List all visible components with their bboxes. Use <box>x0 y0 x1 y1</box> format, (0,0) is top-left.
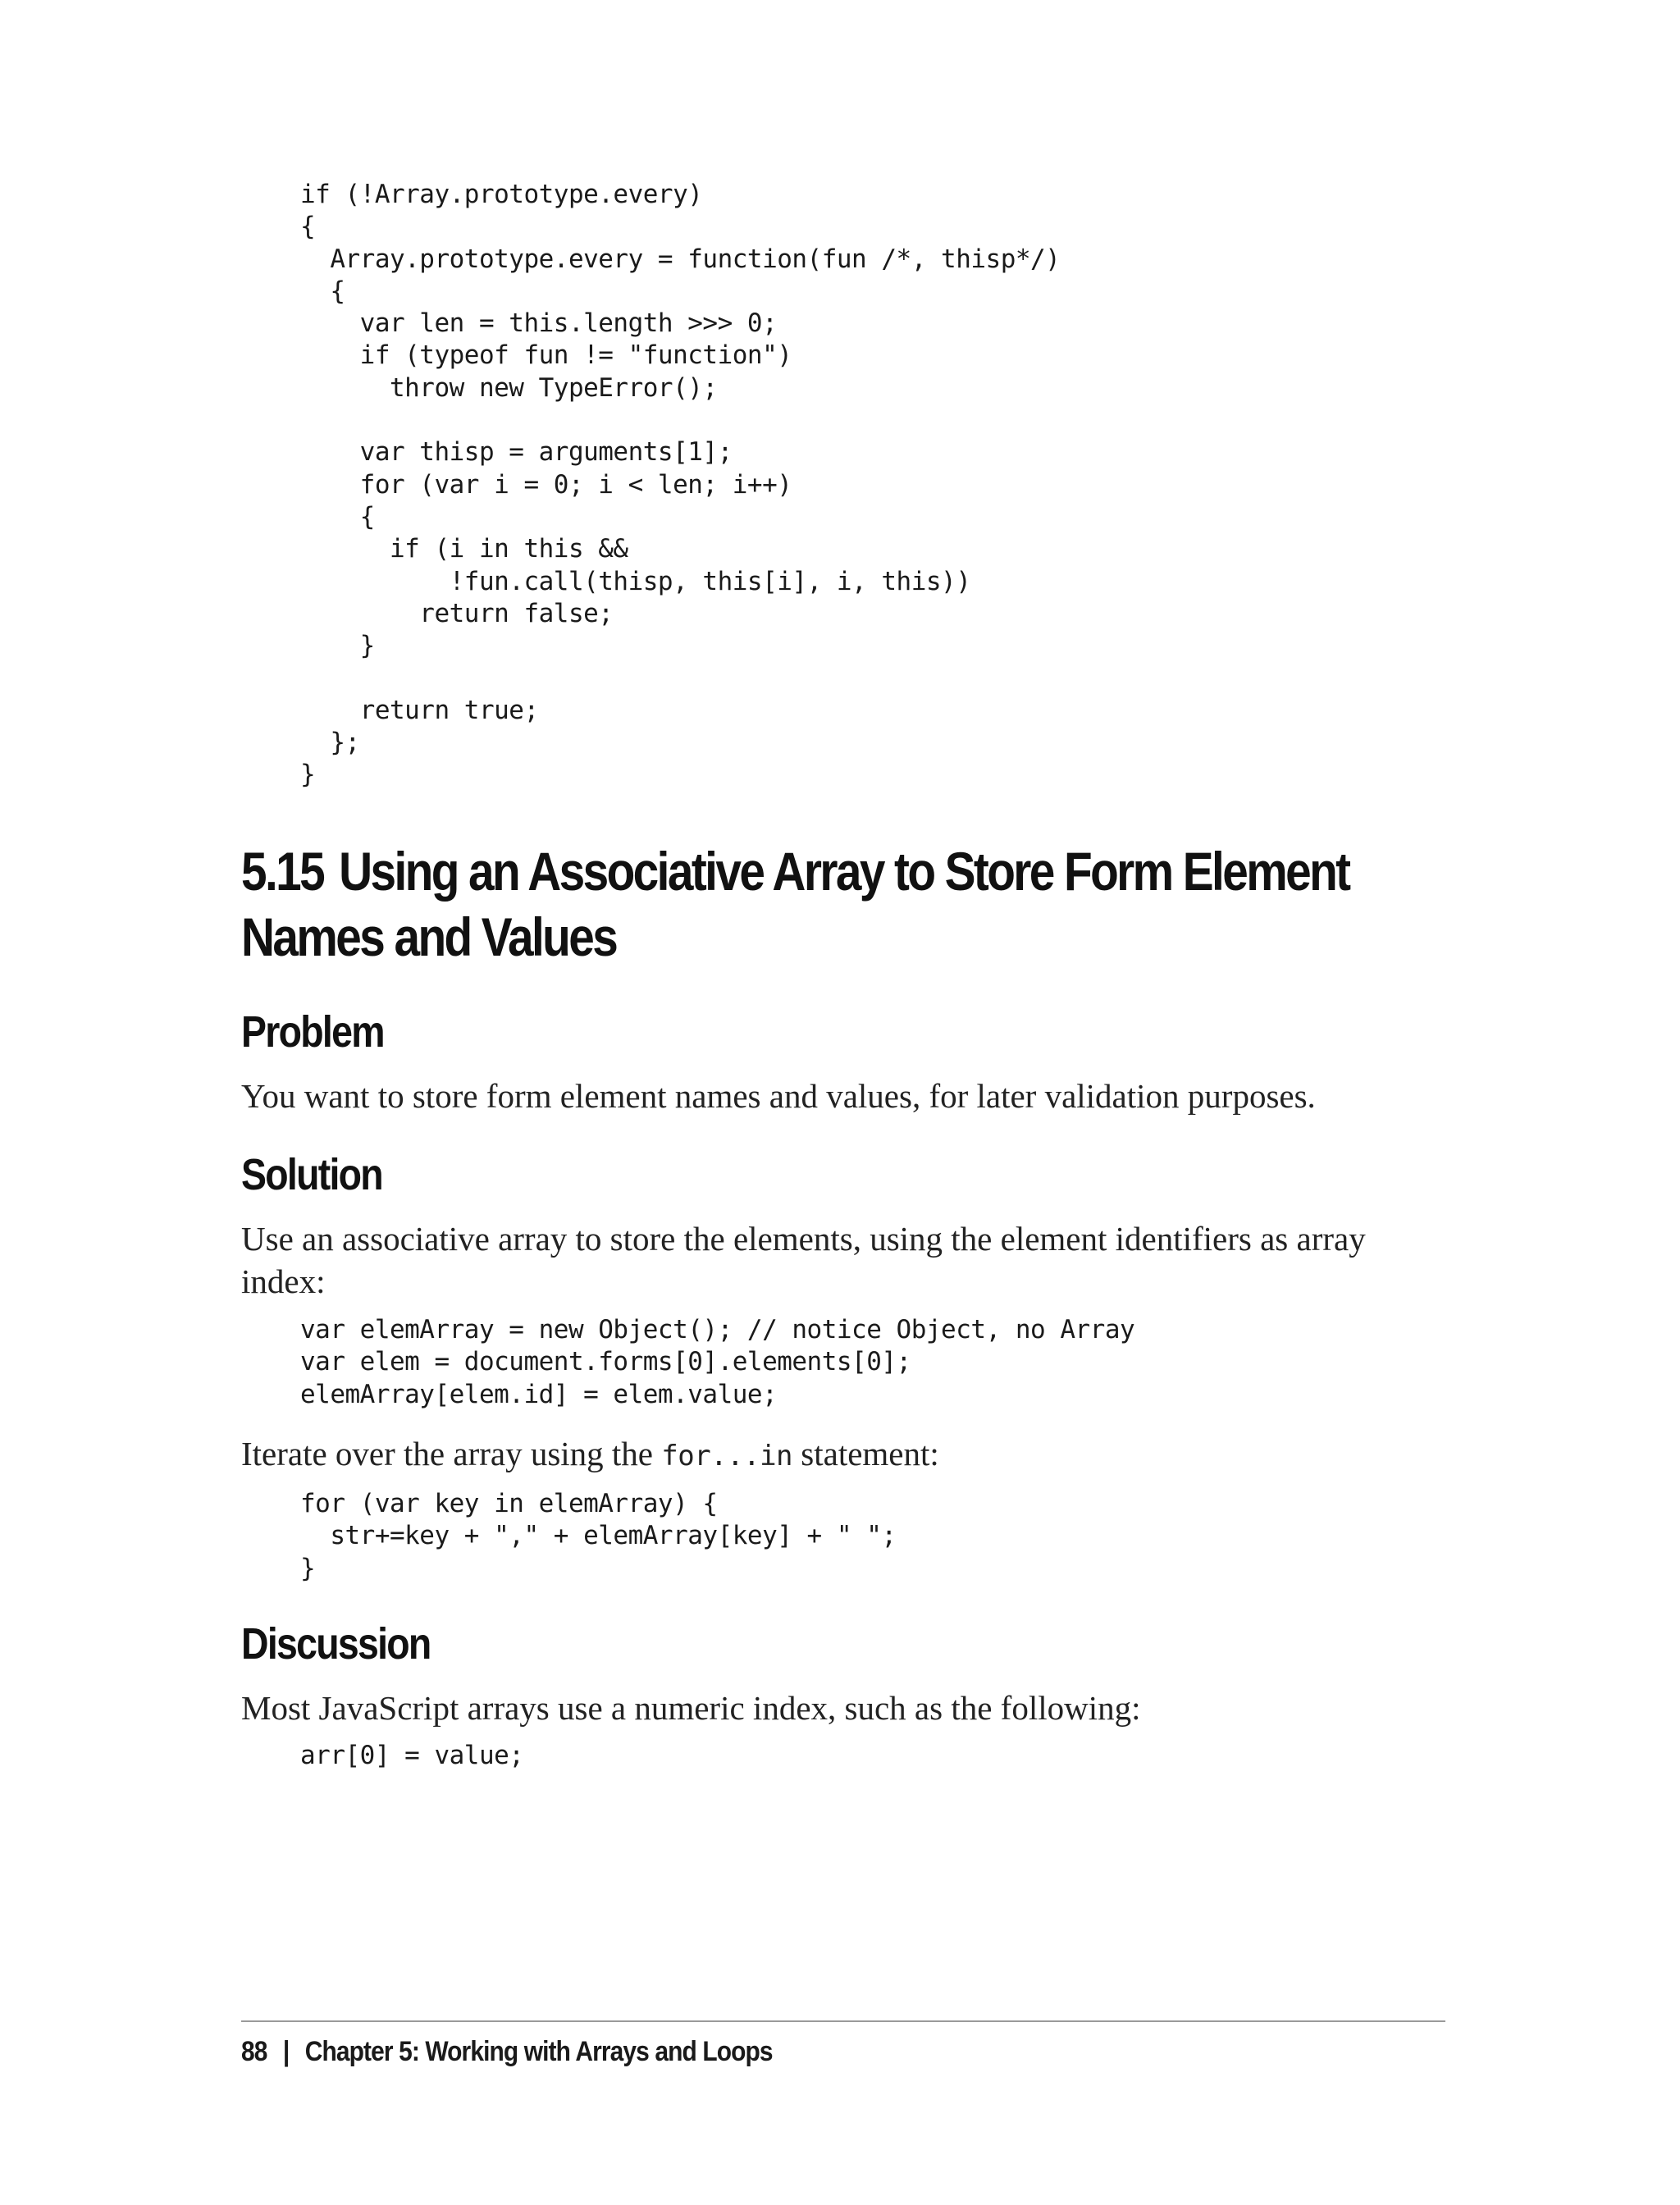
solution-heading: Solution <box>241 1150 382 1199</box>
code-block-elem-array: var elemArray = new Object(); // notice Object, no Array var elem = document.forms[0].elements[0]; elemArray[elem.id] = elem.value; <box>300 1315 1135 1409</box>
section-number: 5.15 <box>241 841 324 902</box>
solution-text: Use an associative array to store the elements, using the element identifiers as array index: <box>241 1220 1366 1300</box>
footer-separator: | <box>282 2036 290 2067</box>
chapter-title: Chapter 5: Working with Arrays and Loops <box>304 2036 773 2067</box>
iterate-text-after: statement: <box>792 1435 939 1472</box>
inline-code-for-in: for...in <box>661 1440 793 1472</box>
code-block-for-in-loop: for (var key in elemArray) { str+=key + "," + elemArray[key] + " "; } <box>300 1489 897 1583</box>
page-footer <box>241 2033 773 2070</box>
page-number: 88 <box>241 2036 267 2067</box>
problem-text: You want to store form element names and values, for later validation purposes. <box>241 1077 1316 1115</box>
code-block-every-polyfill: if (!Array.prototype.every) { Array.prototype.every = function(fun /*, thisp*/) { var len = this.length >>> 0; if (typeof fun != "function") throw new TypeError(); var thisp = arguments[1]; for (var i = 0; i < len; i++) { if (i in this && !fun.call(thisp, this[i], i, this)) return false; } return true; }; } <box>300 180 1061 790</box>
discussion-heading: Discussion <box>241 1619 431 1669</box>
problem-heading: Problem <box>241 1007 384 1057</box>
code-block-numeric-index: arr[0] = value; <box>300 1741 524 1770</box>
section-heading <box>241 838 1454 970</box>
section-title: Using an Associative Array to Store Form Element Names and Values <box>241 841 1349 967</box>
iterate-text-before: Iterate over the array using the <box>241 1435 662 1472</box>
iterate-text <box>241 1432 1447 1477</box>
discussion-text: Most JavaScript arrays use a numeric index, such as the following: <box>241 1689 1141 1727</box>
footer-divider <box>241 2020 1445 2022</box>
